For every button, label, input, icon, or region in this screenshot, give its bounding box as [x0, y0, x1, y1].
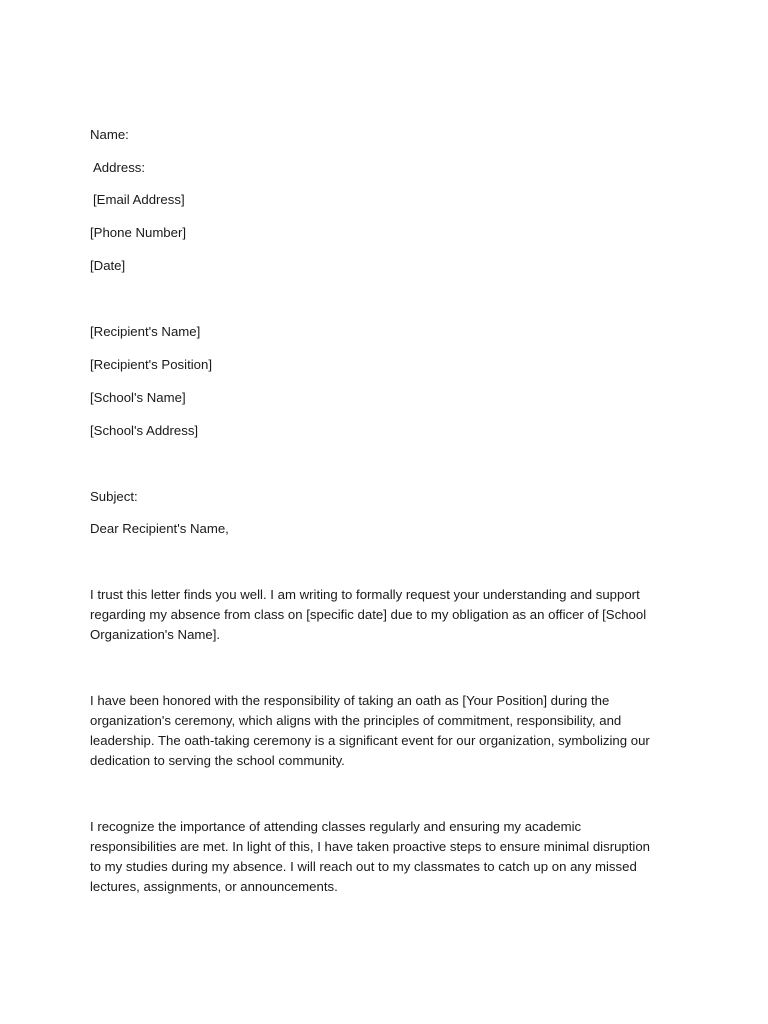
paragraph-academics: I recognize the importance of attending classes regularly and ensuring my academic responsibilities are met. In light of this, I have taken proactive steps to ensure minimal disruption to my studies during my absence. I will reach out to my classmates to catch up on any missed lectures, assignments, or announcements. — [90, 819, 651, 894]
sender-name-label: Name: — [90, 127, 129, 142]
letter-date: [Date] — [90, 258, 126, 273]
salutation: Dear Recipient's Name, — [90, 521, 229, 536]
recipient-name: [Recipient's Name] — [90, 324, 201, 339]
subject-label: Subject: — [90, 489, 138, 504]
school-name: [School's Name] — [90, 390, 186, 405]
paragraph-intro: I trust this letter finds you well. I am writing to formally request your understanding and support regarding my absence from class on [specific date] due to my obligation as an officer of [School Organization's Name]. — [90, 587, 647, 642]
sender-address-label: Address: — [93, 160, 146, 175]
sender-email: [Email Address] — [93, 192, 185, 207]
sender-phone: [Phone Number] — [90, 225, 187, 240]
paragraph-oath: I have been honored with the responsibility of taking an oath as [Your Position] during the organization's ceremony, which aligns with the principles of commitment, responsibility, and leadership. The oath-taking ceremony is a significant event for our organization, symbolizing our dedication to serving the school community. — [90, 693, 650, 768]
recipient-position: [Recipient's Position] — [90, 357, 212, 372]
school-address: [School's Address] — [90, 423, 199, 438]
